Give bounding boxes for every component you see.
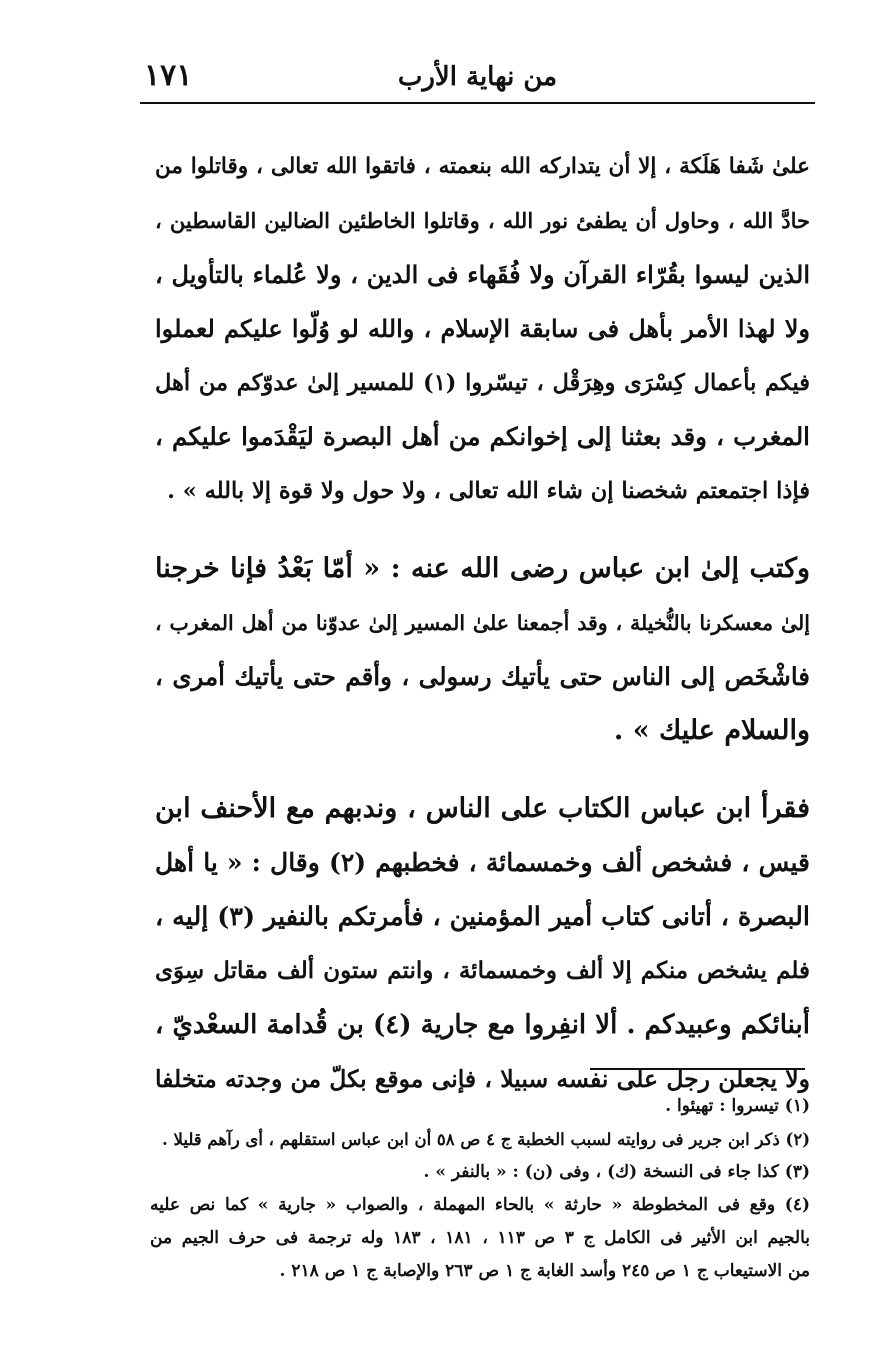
text-line: فإذا اجتمعتم شخصنا إن شاء الله تعالى ، ولا حول ولا قوة إلا بالله » . [167,478,810,504]
footnote-line: (٤) وقع فى المخطوطة « حارثة » بالحاء المهملة ، والصواب « جارية » كما نص عليه [150,1195,810,1215]
text-line: علىٰ شَفا هَلَكة ، إلا أن يتداركه الله بنعمته ، فاتقوا الله تعالى ، وقاتلوا من [155,154,810,179]
text-line: فلم يشخص منكم إلا ألف وخمسمائة ، وانتم ستون ألف مقاتل سِوَى [155,957,810,984]
text-line: وكتب إلىٰ ابن عباس رضى الله عنه : « أمّا بَعْدُ فإنا خرجنا [155,553,810,584]
text-line: قيس ، فشخص ألف وخمسمائة ، فخطبهم (٢) وقال : « يا أهل [155,848,811,877]
text-line: حادَّ الله ، وحاول أن يطفئ نور الله ، وقاتلوا الخاطئين الضالين القاسطين ، [155,208,810,233]
text-line: أبنائكم وعبيدكم . ألا انفِروا مع جارية (٤) بن قُدامة السعْديّ ، [155,1010,810,1040]
text-line: فاشْخَص إلى الناس حتى يأتيك رسولى ، وأقم حتى يأتيك أمرى ، [155,662,810,691]
footnote-line: (٢) ذكر ابن جرير فى روايته لسبب الخطبة ج ٤ ص ٥٨ أن ابن عباس استقلهم ، أى رآهم قليلا . [162,1130,810,1149]
text-line: الذين ليسوا بقُرّاء القرآن ولا فُقَهاء فى الدين ، ولا عُلماء بالتأويل ، [155,260,810,289]
footnote-separator [590,1068,805,1070]
paragraph [155,140,810,518]
footnote-line: من الاستيعاب ج ١ ص ٢٤٥ وأسد الغابة ج ١ ص ٢٦٣ والإصابة ج ١ ص ٢١٨ . [279,1261,810,1281]
main-text [155,140,810,1130]
page-header [140,52,815,104]
text-line: إلىٰ معسكرنا بالنُّخيلة ، وقد أجمعنا علىٰ المسير إلىٰ عدوّنا من أهل المغرب ، [155,611,810,635]
footnote-line: (٣) كذا جاء فى النسخة (ك) ، وفى (ن) : « بالنفر » . [423,1162,810,1182]
text-line: البصرة ، أتانى كتاب أمير المؤمنين ، فأمرتكم بالنفير (٣) إليه ، [155,902,810,932]
text-line: والسلام عليك » . [613,715,810,746]
paragraph [155,782,810,1106]
text-line: فقرأ ابن عباس الكتاب على الناس ، وندبهم مع الأحنف ابن [155,793,810,824]
text-line: ولا يجعلن رجل على نفسه سبيلا ، فإنى موقع بكلّ من وجدته متخلفا [155,1065,810,1093]
text-line: فيكم بأعمال كِسْرَى وهِرَقْل ، تيسّروا (١) للمسير إلىٰ عدوّكم من أهل [155,370,810,396]
running-title: من نهاية الأرب [397,62,558,92]
text-line: المغرب ، وقد بعثنا إلى إخوانكم من أهل البصرة ليَقْدَموا عليكم ، [155,422,810,451]
footnotes [150,1090,810,1288]
footnote-line: بالجيم ابن الأثير فى الكامل ج ٣ ص ١١٣ ، ١٨١ ، ١٨٣ وله ترجمة فى حرف الجيم من [150,1228,811,1248]
paragraph [155,542,810,758]
page-number: ١٧١ [144,58,193,93]
text-line: ولا لهذا الأمر بأهل فى سابقة الإسلام ، والله لو وُلّوا عليكم لعملوا [155,314,810,343]
footnote-line: (١) تيسروا : تهيئوا . [665,1096,810,1116]
